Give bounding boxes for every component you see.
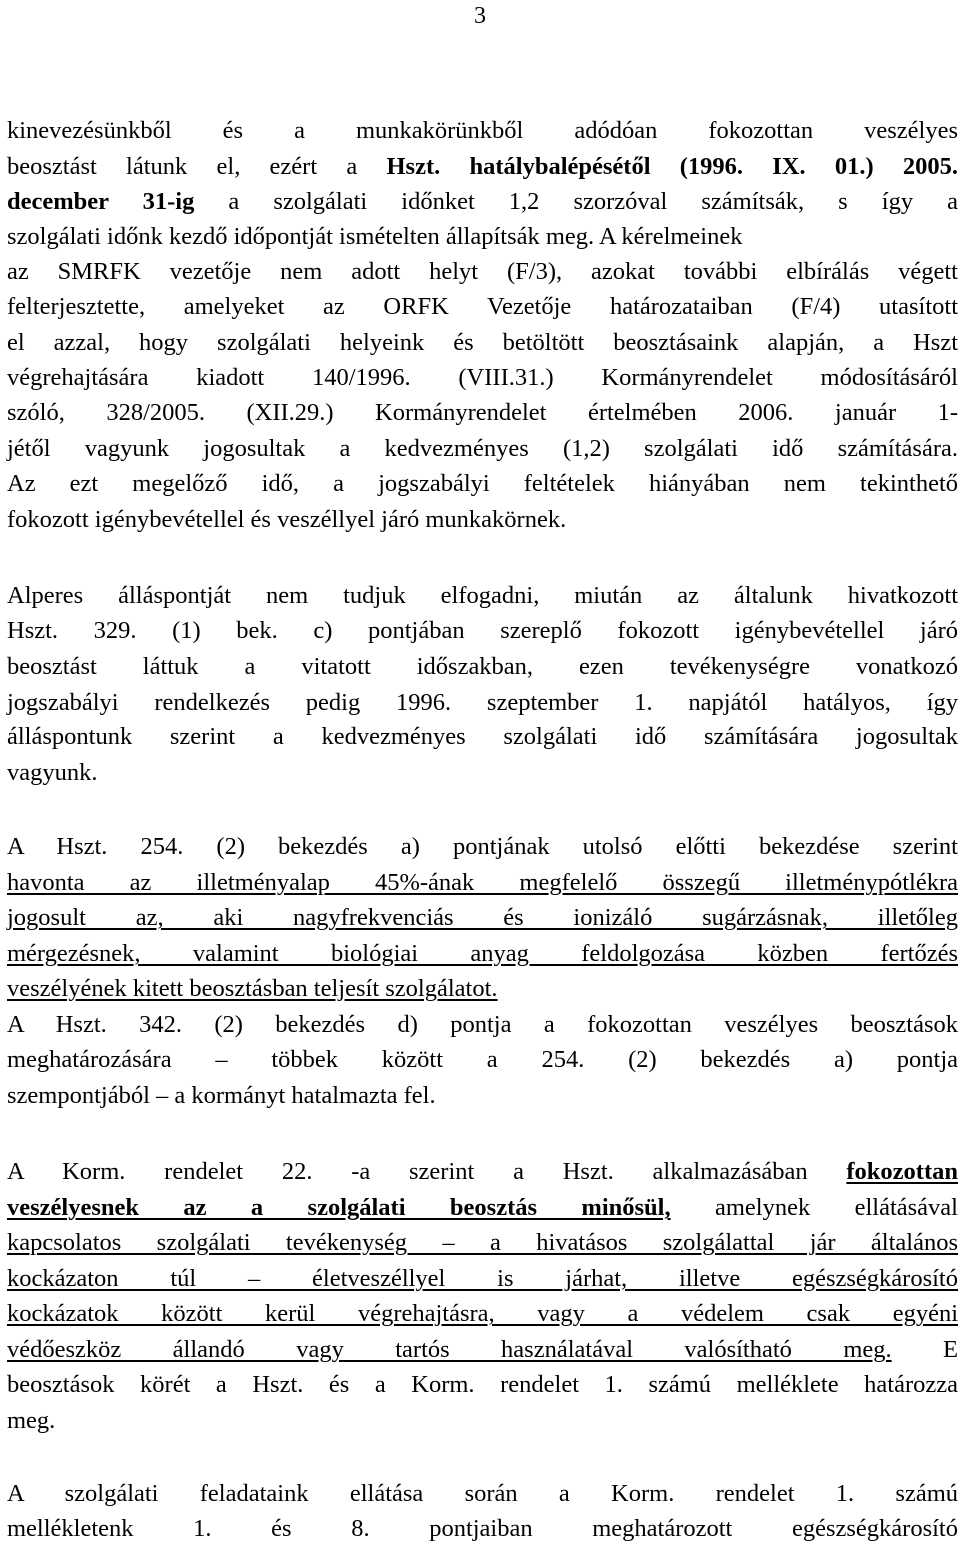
text-segment: A Hszt. 342. (2) bekezdés d) pontja a fokozottan veszélyes beosztások xyxy=(7,1011,958,1038)
text-line xyxy=(7,361,958,395)
text-line xyxy=(7,972,958,1006)
text-line xyxy=(7,290,958,324)
text-line xyxy=(7,326,958,360)
text-segment: beosztások körét a Hszt. és a Korm. rendelet 1. számú melléklete határozza xyxy=(7,1371,958,1398)
text-line xyxy=(7,1043,958,1077)
text-line xyxy=(7,686,958,720)
text-segment: jogszabályi rendelkezés pedig 1996. szeptember 1. napjától hatályos, így xyxy=(7,689,958,716)
text-line xyxy=(7,220,958,254)
text-line xyxy=(7,1226,958,1260)
text-segment: beosztást láttuk a vitatott időszakban, ezen tevékenységre vonatkozó xyxy=(7,653,958,680)
text-line xyxy=(7,1477,958,1511)
bold-text-segment: Hszt. hatálybalépésétől (1996. IX. 01.) 2005. xyxy=(386,153,958,180)
text-segment: A Hszt. 254. (2) bekezdés a) pontjának utolsó előtti bekezdése szerint xyxy=(7,833,958,860)
text-line xyxy=(7,150,958,184)
text-segment: vagyunk. xyxy=(7,759,98,786)
text-segment: felterjesztette, amelyeket az ORFK Vezetője határozataiban (F/4) utasított xyxy=(7,293,958,320)
text-line xyxy=(7,1008,958,1042)
text-segment: el azzal, hogy szolgálati helyeink és betöltött beosztásaink alapján, a Hszt xyxy=(7,329,958,356)
underlined-text-segment: veszélyének kitett beosztásban teljesít szolgálatot. xyxy=(7,975,498,1002)
page-number: 3 xyxy=(474,3,486,29)
text-line xyxy=(7,467,958,501)
text-line xyxy=(7,866,958,900)
text-segment: meghatározására – többek között a 254. (2) bekezdés a) pontja xyxy=(7,1046,958,1073)
text-segment: meg. xyxy=(7,1407,56,1434)
text-line xyxy=(7,614,958,648)
underlined-text-segment: kockázaton túl – életveszéllyel is járhat, illetve egészségkárosító xyxy=(7,1265,958,1292)
text-segment: szóló, 328/2005. (XII.29.) Kormányrendelet értelmében 2006. január 1- xyxy=(7,399,958,426)
text-segment: beosztást látunk el, ezért a xyxy=(7,153,387,180)
text-segment: A szolgálati feladataink ellátása során a Korm. rendelet 1. számú xyxy=(7,1480,958,1507)
text-line xyxy=(7,901,958,935)
text-segment: szolgálati időnk kezdő időpontját ismételten állapítsák meg. A kérelmeinek xyxy=(7,223,743,250)
underlined-text-segment: kockázatok között kerül végrehajtásra, vagy a védelem csak egyéni xyxy=(7,1300,958,1327)
underlined-text-segment: védőeszköz állandó vagy tartós használatával valósítható meg. xyxy=(7,1336,892,1363)
text-segment: mellékletenk 1. és 8. pontjaiban meghatározott egészségkárosító xyxy=(7,1515,958,1542)
text-segment: kinevezésünkből és a munkakörünkből adódóan fokozottan veszélyes xyxy=(7,117,958,144)
text-line xyxy=(7,114,958,148)
text-segment: fokozott igénybevétellel és veszéllyel járó munkakörnek. xyxy=(7,506,567,533)
underlined-text-segment: havonta az illetményalap 45%-ának megfelelő összegű illetménypótlékra xyxy=(7,869,958,896)
text-segment: Alperes álláspontját nem tudjuk elfogadni, miután az általunk hivatkozott xyxy=(7,582,958,609)
text-line xyxy=(7,396,958,430)
underlined-text-segment: kapcsolatos szolgálati tevékenység – a hivatásos szolgálattal jár általános xyxy=(7,1229,958,1256)
text-line xyxy=(7,1368,958,1402)
text-line xyxy=(7,1512,958,1546)
text-line xyxy=(7,830,958,864)
text-line xyxy=(7,1191,958,1225)
text-line xyxy=(7,503,958,537)
text-line xyxy=(7,185,958,219)
text-segment: jétől vagyunk jogosultak a kedvezményes (1,2) szolgálati idő számítására. xyxy=(7,435,958,462)
text-line xyxy=(7,579,958,613)
underlined-text-segment: mérgezésnek, valamint biológiai anyag feldolgozása közben fertőzés xyxy=(7,940,958,967)
text-line xyxy=(7,1404,958,1438)
text-segment: Hszt. 329. (1) bek. c) pontjában szereplő fokozott igénybevétellel járó xyxy=(7,617,958,644)
text-segment: végrehajtására kiadott 140/1996. (VIII.31.) Kormányrendelet módosításáról xyxy=(7,364,958,391)
bold-text-segment: december 31-ig xyxy=(7,188,195,215)
text-segment: A Korm. rendelet 22. -a szerint a Hszt. alkalmazásában xyxy=(7,1158,847,1185)
underlined-text-segment: jogosult az, aki nagyfrekvenciás és ionizáló sugárzásnak, illetőleg xyxy=(7,904,958,931)
text-line xyxy=(7,720,958,754)
text-line xyxy=(7,1262,958,1296)
text-segment: szempontjából – a kormányt hatalmazta fel. xyxy=(7,1082,436,1109)
text-line xyxy=(7,650,958,684)
text-segment: az SMRFK vezetője nem adott helyt (F/3), azokat további elbírálás végett xyxy=(7,258,958,285)
text-line xyxy=(7,756,958,790)
text-line xyxy=(7,255,958,289)
text-segment: Az ezt megelőző idő, a jogszabályi feltételek hiányában nem tekinthető xyxy=(7,470,958,497)
text-line xyxy=(7,432,958,466)
text-line xyxy=(7,1155,958,1189)
text-line xyxy=(7,937,958,971)
text-segment: E xyxy=(891,1336,959,1363)
text-segment: álláspontunk szerint a kedvezményes szolgálati idő számítására jogosultak xyxy=(7,723,958,750)
text-line xyxy=(7,1297,958,1331)
text-segment: a szolgálati időnket 1,2 szorzóval számítsák, s így a xyxy=(194,188,958,215)
bold-text-segment: veszélyesnek az a szolgálati beosztás minősül, xyxy=(7,1194,671,1221)
text-segment: amelynek ellátásával xyxy=(670,1194,958,1221)
text-line xyxy=(7,1079,958,1113)
bold-text-segment: fokozottan xyxy=(846,1158,958,1185)
text-line xyxy=(7,1333,958,1367)
